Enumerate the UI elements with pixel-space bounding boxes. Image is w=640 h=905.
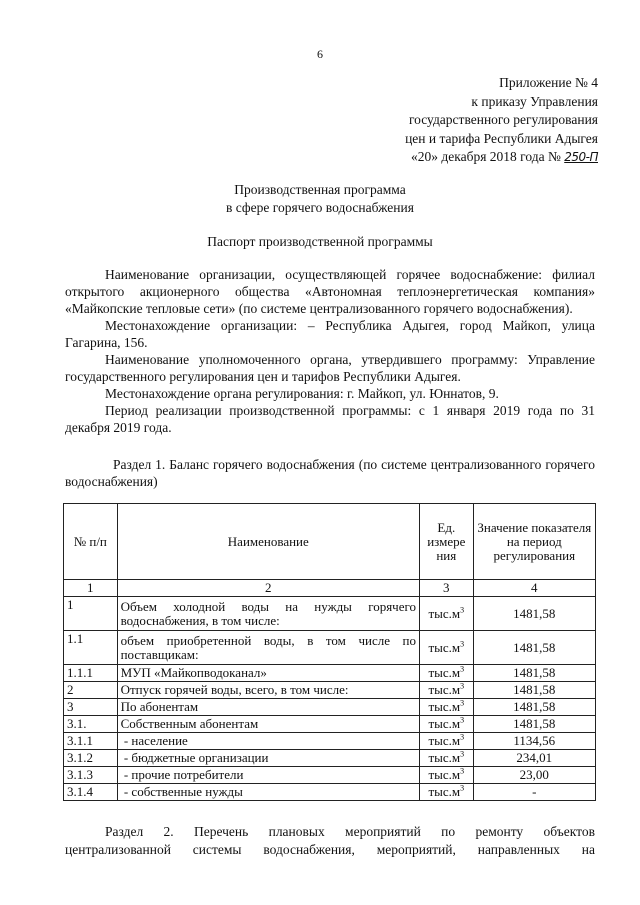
row-name: - население <box>117 733 419 750</box>
unit-superscript: 3 <box>460 605 465 615</box>
row-value: 1481,58 <box>473 597 595 631</box>
row-number: 3.1.2 <box>64 750 118 767</box>
unit-superscript: 3 <box>460 783 465 793</box>
row-number: 3.1. <box>64 716 118 733</box>
table-row <box>64 631 596 665</box>
header-value: Значение показателя на период регулирования <box>473 504 595 580</box>
authority-location-paragraph: Местонахождение органа регулирования: г. Майкоп, ул. Юннатов, 9. <box>105 386 499 401</box>
unit-superscript: 3 <box>460 664 465 674</box>
order-date: «20» декабря 2018 года № <box>411 149 561 164</box>
section-2-title <box>65 823 595 859</box>
unit-superscript: 3 <box>460 715 465 725</box>
row-name: МУП «Майкопводоканал» <box>117 665 419 682</box>
row-name: Отпуск горячей воды, всего, в том числе: <box>117 682 419 699</box>
passport-body <box>65 266 595 436</box>
header-num: № п/п <box>64 504 118 580</box>
row-name: Собственным абонентам <box>117 716 419 733</box>
section-1-title <box>65 456 595 490</box>
appendix-line-4: цен и тарифа Республики Адыгея <box>405 130 598 146</box>
row-number: 1 <box>64 597 118 631</box>
row-value: 1481,58 <box>473 682 595 699</box>
unit-superscript: 3 <box>460 639 465 649</box>
row-number: 2 <box>64 682 118 699</box>
table-header-row <box>64 504 596 580</box>
header-name: Наименование <box>117 504 419 580</box>
row-unit-text: тыс.м <box>428 699 461 714</box>
table-index-row <box>64 580 596 597</box>
appendix-line-5 <box>405 148 598 167</box>
row-name: объем приобретенной воды, в том числе по поставщикам: <box>117 631 419 665</box>
row-unit-text: тыс.м <box>428 682 461 697</box>
unit-superscript: 3 <box>460 749 465 759</box>
row-unit <box>420 750 474 767</box>
row-unit <box>420 767 474 784</box>
section-2-line-1: Раздел 2. Перечень плановых мероприятий по ремонту объектов <box>105 824 595 839</box>
appendix-line-3: государственного регулирования <box>408 112 598 127</box>
table-row <box>64 733 596 750</box>
table-row <box>64 665 596 682</box>
row-unit <box>420 682 474 699</box>
balance-table <box>63 503 596 801</box>
row-number: 1.1.1 <box>64 665 118 682</box>
unit-superscript: 3 <box>460 766 465 776</box>
authority-name-paragraph: Наименование уполномоченного органа, утвердившего программу: Управление государственного регулирования цен и тарифов Республики Адыгея. <box>65 352 595 384</box>
row-value: 1481,58 <box>473 716 595 733</box>
program-title-line-1: Производственная программа <box>234 182 406 197</box>
header-unit: Ед. измере ния <box>420 504 474 580</box>
organization-location-paragraph: Местонахождение организации: – Республика Адыгея, город Майкоп, улица Гагарина, 156. <box>65 318 595 350</box>
row-unit <box>420 716 474 733</box>
index-cell: 4 <box>473 580 595 597</box>
table-body <box>64 597 596 801</box>
row-value: 1481,58 <box>473 699 595 716</box>
program-title-line-2: в сфере горячего водоснабжения <box>226 200 414 215</box>
table-row <box>64 597 596 631</box>
appendix-line-2: к приказу Управления <box>471 93 598 109</box>
row-value: - <box>473 784 595 801</box>
unit-superscript: 3 <box>460 732 465 742</box>
row-number: 3 <box>64 699 118 716</box>
row-unit-text: тыс.м <box>428 750 461 765</box>
row-unit-text: тыс.м <box>428 733 461 748</box>
row-unit <box>420 631 474 665</box>
row-unit-text: тыс.м <box>428 767 461 782</box>
row-name: По абонентам <box>117 699 419 716</box>
row-number: 3.1.4 <box>64 784 118 801</box>
table-row <box>64 767 596 784</box>
row-unit <box>420 733 474 750</box>
row-number: 1.1 <box>64 631 118 665</box>
row-name: Объем холодной воды на нужды горячего водоснабжения, в том числе: <box>117 597 419 631</box>
order-number-handwritten: 250-П <box>564 150 598 164</box>
row-unit <box>420 597 474 631</box>
section-2-line-2: централизованной системы водоснабжения, мероприятий, направленных на <box>65 842 595 857</box>
row-number: 3.1.1 <box>64 733 118 750</box>
row-value: 23,00 <box>473 767 595 784</box>
appendix-line-1: Приложение № 4 <box>499 75 598 90</box>
row-value: 1481,58 <box>473 665 595 682</box>
table-row <box>64 784 596 801</box>
table-row <box>64 716 596 733</box>
appendix-header <box>405 74 598 167</box>
row-value: 1134,56 <box>473 733 595 750</box>
index-cell: 2 <box>117 580 419 597</box>
row-value: 1481,58 <box>473 631 595 665</box>
index-cell: 3 <box>420 580 474 597</box>
index-cell: 1 <box>64 580 118 597</box>
unit-superscript: 3 <box>460 681 465 691</box>
row-name: - собственные нужды <box>117 784 419 801</box>
row-number: 3.1.3 <box>64 767 118 784</box>
row-unit-text: тыс.м <box>428 716 461 731</box>
section-1-text: Раздел 1. Баланс горячего водоснабжения (по системе централизованного горячего водоснабжения) <box>65 457 595 489</box>
passport-title: Паспорт производственной программы <box>207 234 433 249</box>
row-unit <box>420 665 474 682</box>
row-name: - прочие потребители <box>117 767 419 784</box>
row-name: - бюджетные организации <box>117 750 419 767</box>
row-unit <box>420 784 474 801</box>
row-value: 234,01 <box>473 750 595 767</box>
row-unit-text: тыс.м <box>428 605 461 621</box>
table-row <box>64 750 596 767</box>
row-unit <box>420 699 474 716</box>
row-unit-text: тыс.м <box>428 639 461 655</box>
organization-name-paragraph: Наименование организации, осуществляющей горячее водоснабжение: филиал открытого акционерного общества «Автономная теплоэнергетическая компания» «Майкопские тепловые сети» (по системе централизованного горячего водоснабжения). <box>65 267 595 316</box>
table-row <box>64 699 596 716</box>
program-title <box>0 181 640 217</box>
period-paragraph: Период реализации производственной программы: с 1 января 2019 года по 31 декабря 2019 года. <box>65 403 595 435</box>
page-number: 6 <box>317 47 323 61</box>
unit-superscript: 3 <box>460 698 465 708</box>
table-row <box>64 682 596 699</box>
row-unit-text: тыс.м <box>428 665 461 680</box>
row-unit-text: тыс.м <box>428 784 461 799</box>
